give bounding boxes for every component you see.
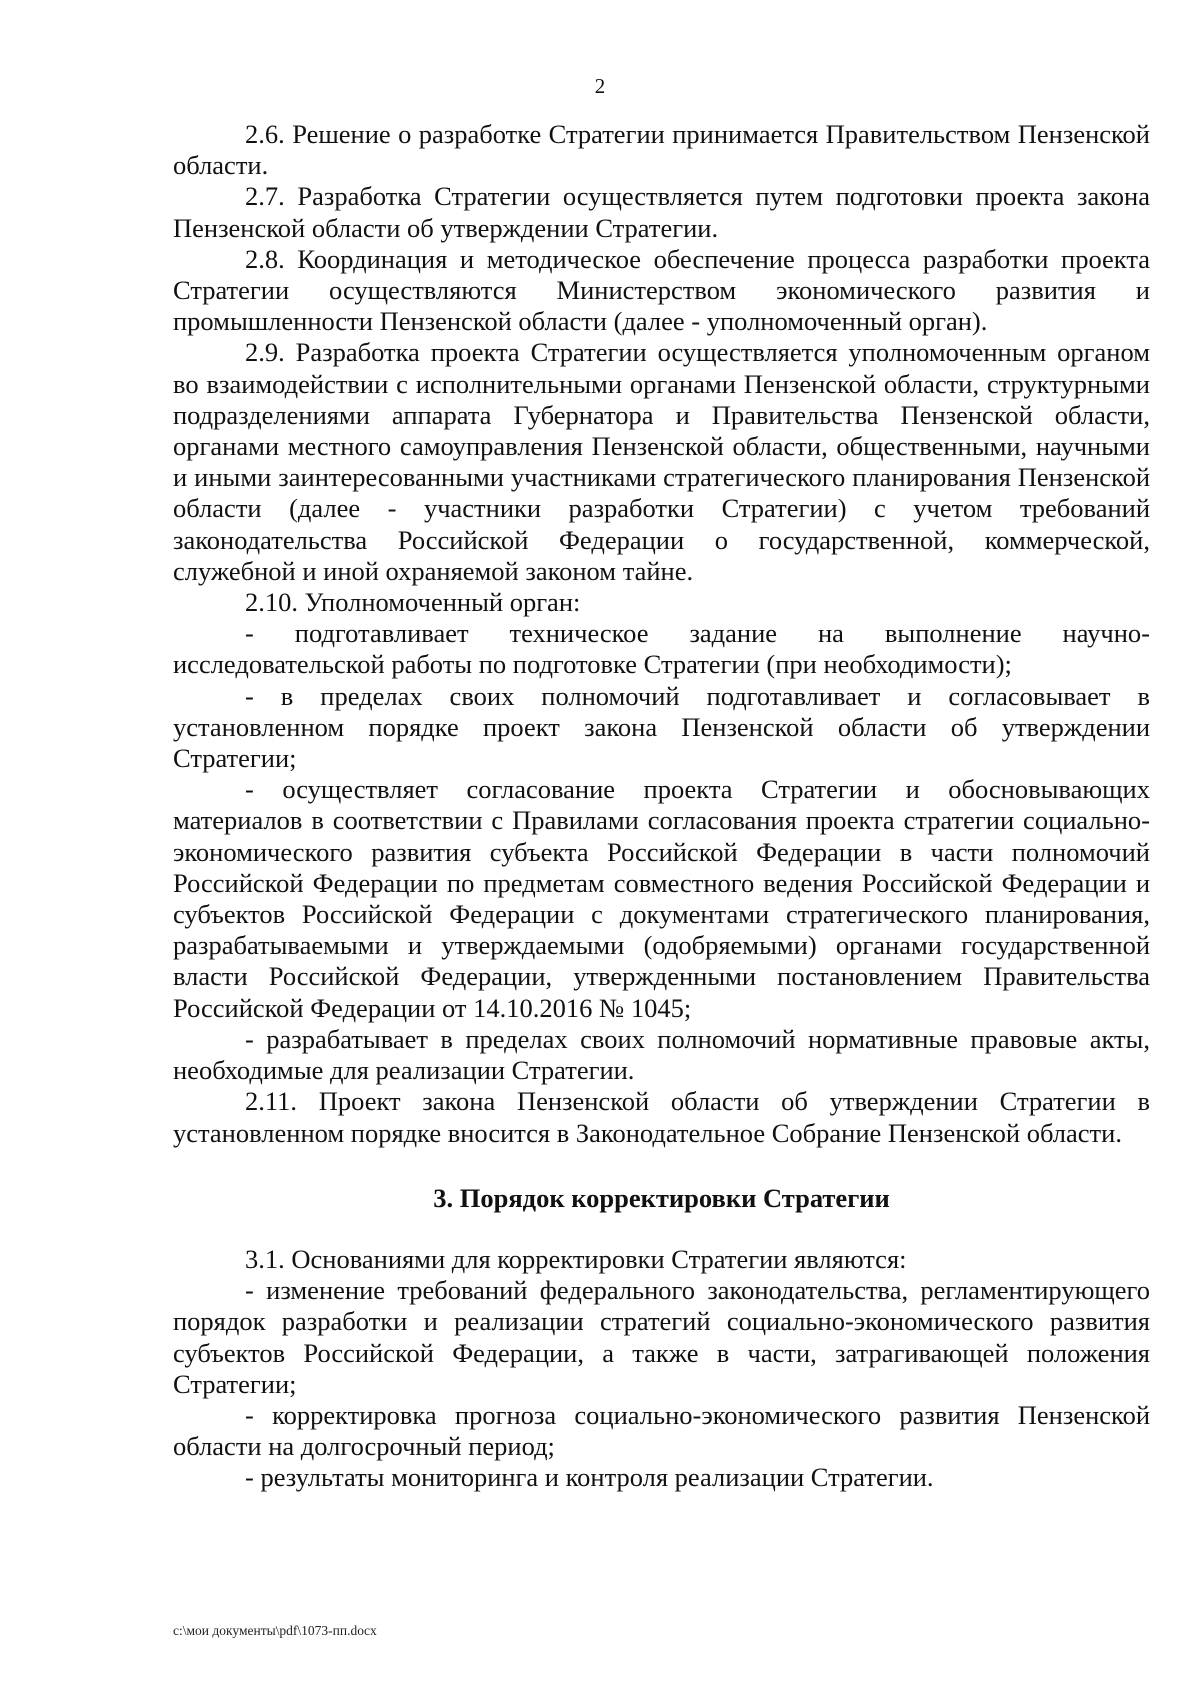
document-body — [173, 119, 1150, 1494]
list-item-approval: - осуществляет согласование проекта Стратегии и обосновывающих материалов в соответствии с Правилами согласования проекта стратегии социально-экономического развития субъекта Российской Федерации в части полномочий Российской Федерации по предметам совместного ведения Российской Федерации и субъектов Российской Федерации с документами стратегического планирования, разрабатываемыми и утверждаемыми (одобряемыми) органами государственной власти Российской Федерации, утвержденными постановлением Правительства Российской Федерации от 14.10.2016 № 1045; — [173, 774, 1150, 1023]
paragraph-2-11: 2.11. Проект закона Пензенской области об утверждении Стратегии в установленном порядке вносится в Законодательное Собрание Пензенской области. — [173, 1086, 1150, 1148]
list-item-forecast-correction: - корректировка прогноза социально-экономического развития Пензенской области на долгосрочный период; — [173, 1399, 1150, 1462]
paragraph-2-9: 2.9. Разработка проекта Стратегии осуществляется уполномоченным органом во взаимодействии с исполнительными органами Пензенской области, структурными подразделениями аппарата Губернатора и Правительства Пензенской области, органами местного самоуправления Пензенской области, общественными, научными и иными заинтересованными участниками стратегического планирования Пензенской области (далее - участники разработки Стратегии) с учетом требований законодательства Российской Федерации о государственной, коммерческой, служебной и иной охраняемой законом тайне. — [173, 337, 1150, 586]
list-item-normative-acts: - разрабатывает в пределах своих полномочий нормативные правовые акты, необходимые для реализации Стратегии. — [173, 1023, 1150, 1086]
list-item-monitoring-results: - результаты мониторинга и контроля реализации Стратегии. — [245, 1462, 934, 1493]
list-item-federal-changes: - изменение требований федерального законодательства, регламентирующего порядок разработки и реализации стратегий социально-экономического развития субъектов Российской Федерации, а также в части, затрагивающей положения Стратегии; — [173, 1275, 1150, 1399]
footer-file-path: c:\мои документы\pdf\1073-пп.docx — [173, 1623, 377, 1638]
paragraph-2-10: 2.10. Уполномоченный орган: — [245, 587, 581, 618]
paragraph-3-1: 3.1. Основаниями для корректировки Стратегии являются: — [245, 1243, 907, 1274]
paragraph-2-6: 2.6. Решение о разработке Стратегии принимается Правительством Пензенской области. — [173, 119, 1150, 181]
list-item-technical-task: - подготавливает техническое задание на выполнение научно-исследовательской работы по подготовке Стратегии (при необходимости); — [173, 618, 1150, 680]
page-number: 2 — [594, 74, 606, 98]
list-item-prepare-law: - в пределах своих полномочий подготавливает и согласовывает в установленном порядке проект закона Пензенской области об утверждении Стратегии; — [173, 680, 1150, 774]
paragraph-2-7: 2.7. Разработка Стратегии осуществляется путем подготовки проекта закона Пензенской области об утверждении Стратегии. — [173, 181, 1150, 243]
section-heading: 3. Порядок корректировки Стратегии — [433, 1182, 890, 1213]
paragraph-2-8: 2.8. Координация и методическое обеспечение процесса разработки проекта Стратегии осуществляются Министерством экономического развития и промышленности Пензенской области (далее - уполномоченный орган). — [173, 243, 1150, 337]
